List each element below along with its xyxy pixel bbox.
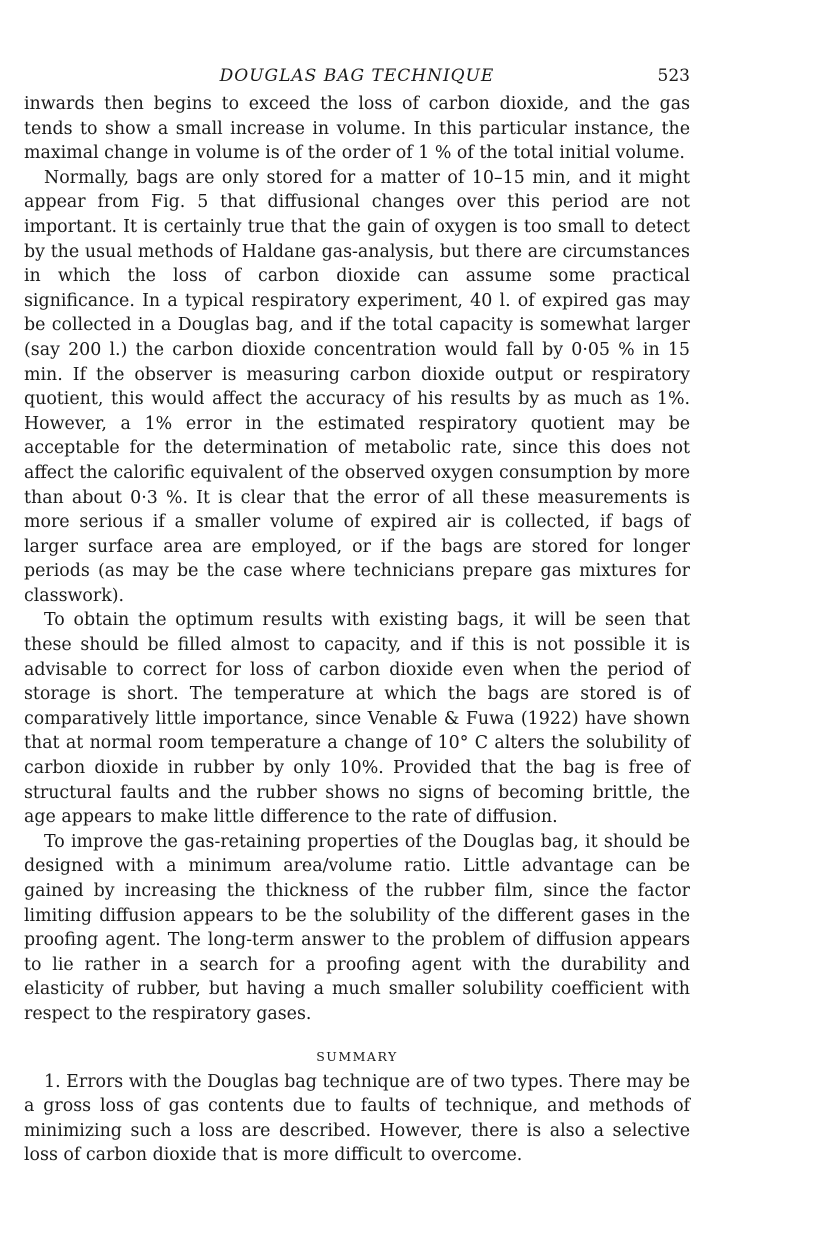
page-number: 523 [657,66,690,86]
body-text [24,92,690,1027]
running-title: DOUGLAS BAG TECHNIQUE [219,66,495,86]
summary-item: 1. Errors with the Douglas bag technique are of two types. There may be a gross loss of gas contents due to faults of technique, and methods of minimizing such a loss are described. However, there is also a selective loss of carbon dioxide that is more difficult to overcome. [24,1071,690,1166]
paragraph-continuation: inwards then begins to exceed the loss of carbon dioxide, and the gas tends to show a small increase in volume. In this particular instance, the maximal change in volume is of the order of 1 % of the total initial volume. [24,94,690,164]
running-header [24,62,690,92]
paragraph-storage-time: Normally, bags are only stored for a matter of 10–15 min, and it might appear from Fig. 5 that diffusional changes over this period are not important. It is certainly true that the gain of oxygen is too small to detect by the usual methods of Haldane gas-analysis, but there are circumstances in which the loss of carbon dioxide can assume some practical significance. In a typical respiratory experiment, 40 l. of expired gas may be collected in a Douglas bag, and if the total capacity is somewhat larger (say 200 l.) the carbon dioxide concentration would fall by 0·05 % in 15 min. If the observer is measuring carbon dioxide output or respiratory quotient, this would affect the accuracy of his results by as much as 1%. However, a 1% error in the estimated respiratory quotient may be acceptable for the determination of metabolic rate, since this does not affect the calorific equivalent of the observed oxygen consumption by more than about 0·3 %. It is clear that the error of all these measurements is more serious if a smaller volume of expired air is collected, if bags of larger surface area are employed, or if the bags are stored for longer periods (as may be the case where technicians prepare gas mixtures for classwork). [24,167,690,606]
summary-heading: SUMMARY [316,1048,398,1064]
summary-section [24,1070,690,1168]
paragraph-optimum-results: To obtain the optimum results with existing bags, it will be seen that these should be filled almost to capacity, and if this is not possible it is advisable to correct for loss of carbon dioxide even when the period of storage is short. The temperature at which the bags are stored is of comparatively little importance, since Venable & Fuwa (1922) have shown that at normal room temperature a change of 10° C alters the solubility of carbon dioxide in rubber by only 10%. Provided that the bag is free of structural faults and the rubber shows no signs of becoming brittle, the age appears to make little difference to the rate of diffusion. [24,610,690,828]
paragraph-improvement: To improve the gas-retaining properties of the Douglas bag, it should be designed with a minimum area/volume ratio. Little advantage can be gained by increasing the thickness of the rubber film, since the factor limiting diffusion appears to be the solubility of the different gases in the proofing agent. The long-term answer to the problem of diffusion appears to lie rather in a search for a proofing agent with the durability and elasticity of rubber, but having a much smaller solubility coefficient with respect to the respiratory gases. [24,831,690,1024]
page [24,62,690,1168]
